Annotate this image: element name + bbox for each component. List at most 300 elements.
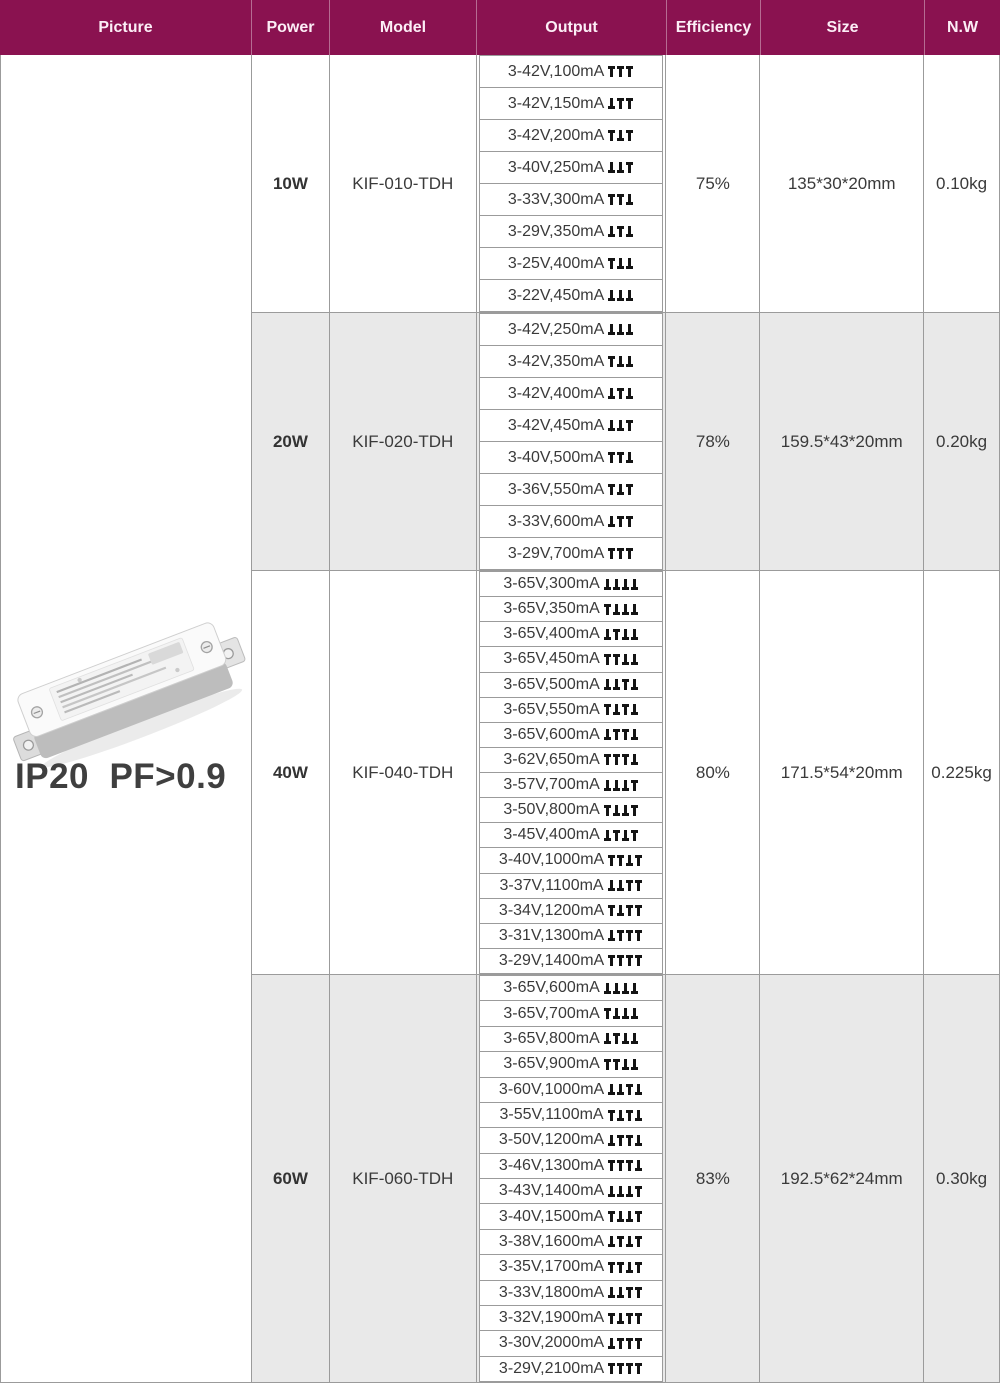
power-cell — [252, 571, 330, 974]
switch-up-icon — [635, 1338, 642, 1349]
switch-down-icon — [635, 1110, 642, 1121]
output-option — [479, 247, 664, 280]
header-cell-efficiency: Efficiency — [667, 0, 761, 55]
switch-down-icon — [631, 1059, 638, 1070]
switch-down-icon — [631, 654, 638, 665]
switch-up-icon — [635, 930, 642, 941]
switch-up-icon — [613, 629, 620, 640]
output-option — [479, 672, 664, 698]
dip-switch-icon — [607, 356, 634, 367]
efficiency-cell: 80% — [666, 571, 760, 974]
switch-down-icon — [626, 356, 633, 367]
switch-down-icon — [604, 729, 611, 740]
dip-switch-icon — [607, 1262, 643, 1273]
output-option — [479, 975, 664, 1001]
switch-up-icon — [626, 548, 633, 559]
switch-down-icon — [626, 290, 633, 301]
switch-up-icon — [626, 516, 633, 527]
switch-up-icon — [635, 1262, 642, 1273]
output-option — [479, 313, 664, 346]
switch-up-icon — [608, 548, 615, 559]
dip-switch-icon — [607, 880, 643, 891]
product-band-40W — [252, 571, 999, 975]
output-value: 3-65V,350mA — [503, 600, 600, 618]
dip-switch-icon — [607, 324, 634, 335]
switch-up-icon — [608, 258, 615, 269]
dip-switch-icon — [607, 548, 634, 559]
dip-switch-icon — [607, 194, 634, 205]
switch-up-icon — [626, 130, 633, 141]
switch-down-icon — [622, 579, 629, 590]
switch-up-icon — [631, 780, 638, 791]
dip-switch-icon — [607, 1313, 643, 1324]
output-option — [479, 377, 664, 410]
switch-down-icon — [608, 880, 615, 891]
output-option — [479, 1203, 664, 1229]
switch-down-icon — [626, 226, 633, 237]
dip-switch-icon — [607, 855, 643, 866]
switch-up-icon — [635, 1363, 642, 1374]
output-option — [479, 571, 664, 597]
switch-up-icon — [617, 194, 624, 205]
output-value: 3-25V,400mA — [507, 254, 605, 272]
switch-down-icon — [622, 1059, 629, 1070]
switch-down-icon — [622, 654, 629, 665]
switch-down-icon — [604, 579, 611, 590]
switch-up-icon — [608, 356, 615, 367]
switch-up-icon — [608, 1211, 615, 1222]
dip-switch-icon — [607, 484, 634, 495]
switch-up-icon — [608, 955, 615, 966]
switch-up-icon — [604, 754, 611, 765]
output-value: 3-62V,650mA — [503, 750, 600, 768]
output-value: 3-42V,250mA — [507, 320, 605, 338]
switch-up-icon — [617, 855, 624, 866]
dip-switch-icon — [603, 983, 639, 994]
switch-down-icon — [617, 484, 624, 495]
output-value: 3-65V,300mA — [503, 575, 600, 593]
switch-down-icon — [626, 388, 633, 399]
output-option — [479, 822, 664, 848]
switch-down-icon — [631, 704, 638, 715]
switch-up-icon — [608, 1160, 615, 1171]
switch-down-icon — [622, 805, 629, 816]
switch-up-icon — [608, 66, 615, 77]
switch-down-icon — [631, 754, 638, 765]
switch-down-icon — [608, 388, 615, 399]
output-option — [479, 1127, 664, 1153]
output-option — [479, 1280, 664, 1306]
switch-down-icon — [626, 194, 633, 205]
table-body — [0, 55, 1000, 1383]
switch-down-icon — [631, 1033, 638, 1044]
switch-up-icon — [626, 162, 633, 173]
switch-up-icon — [608, 130, 615, 141]
output-value: 3-42V,150mA — [507, 94, 605, 112]
switch-up-icon — [622, 679, 629, 690]
switch-up-icon — [617, 548, 624, 559]
dip-switch-icon — [603, 1008, 639, 1019]
switch-up-icon — [617, 226, 624, 237]
header-cell-picture: Picture — [0, 0, 252, 55]
output-list — [477, 571, 667, 974]
output-option — [479, 1229, 664, 1255]
output-list — [477, 55, 667, 312]
switch-up-icon — [604, 604, 611, 615]
dip-switch-icon — [607, 1338, 643, 1349]
switch-down-icon — [617, 1313, 624, 1324]
header-cell-output: Output — [477, 0, 667, 55]
switch-up-icon — [608, 905, 615, 916]
switch-down-icon — [613, 679, 620, 690]
output-value: 3-34V,1200mA — [498, 901, 605, 919]
dip-switch-icon — [607, 130, 634, 141]
switch-up-icon — [626, 1110, 633, 1121]
switch-up-icon — [617, 98, 624, 109]
output-option — [479, 722, 664, 748]
switch-down-icon — [613, 1008, 620, 1019]
switch-down-icon — [626, 258, 633, 269]
switch-up-icon — [617, 1236, 624, 1247]
switch-down-icon — [604, 780, 611, 791]
switch-down-icon — [626, 1186, 633, 1197]
dip-switch-icon — [607, 516, 634, 527]
switch-up-icon — [635, 880, 642, 891]
switch-down-icon — [608, 1287, 615, 1298]
ip-rating-caption: IP20 PF>0.9 — [15, 757, 227, 796]
dip-switch-icon — [607, 905, 643, 916]
output-value: 3-29V,700mA — [507, 544, 605, 562]
output-value: 3-31V,1300mA — [498, 926, 605, 944]
switch-down-icon — [622, 1033, 629, 1044]
switch-down-icon — [604, 629, 611, 640]
switch-up-icon — [608, 1363, 615, 1374]
size-cell: 192.5*62*24mm — [760, 975, 924, 1382]
product-band-10W — [252, 55, 999, 313]
switch-up-icon — [626, 955, 633, 966]
dip-switch-icon — [607, 258, 634, 269]
output-value: 3-57V,700mA — [503, 776, 600, 794]
switch-down-icon — [617, 1110, 624, 1121]
switch-down-icon — [617, 258, 624, 269]
table-body-bands — [252, 55, 999, 1382]
dip-switch-icon — [607, 162, 634, 173]
output-option — [479, 441, 664, 474]
model-cell: KIF-010-TDH — [330, 55, 477, 312]
switch-down-icon — [608, 1186, 615, 1197]
switch-up-icon — [608, 1262, 615, 1273]
switch-down-icon — [626, 1211, 633, 1222]
dip-switch-icon — [607, 1211, 643, 1222]
switch-down-icon — [626, 324, 633, 335]
switch-down-icon — [608, 1135, 615, 1146]
switch-up-icon — [631, 805, 638, 816]
output-option — [479, 1330, 664, 1356]
dip-switch-icon — [603, 629, 639, 640]
output-value: 3-33V,1800mA — [498, 1283, 605, 1301]
power-label: 20W — [272, 431, 308, 451]
switch-down-icon — [622, 983, 629, 994]
switch-up-icon — [617, 388, 624, 399]
switch-down-icon — [626, 1262, 633, 1273]
output-option — [479, 183, 664, 216]
dip-switch-icon — [607, 1110, 643, 1121]
switch-down-icon — [608, 930, 615, 941]
switch-down-icon — [631, 729, 638, 740]
dip-switch-icon — [603, 1059, 639, 1070]
switch-up-icon — [635, 955, 642, 966]
switch-up-icon — [635, 1313, 642, 1324]
output-value: 3-65V,400mA — [503, 625, 600, 643]
output-option — [479, 119, 664, 152]
output-value: 3-29V,2100mA — [498, 1359, 605, 1377]
dip-switch-icon — [607, 98, 634, 109]
model-cell: KIF-040-TDH — [330, 571, 477, 974]
dip-switch-icon — [607, 452, 634, 463]
dip-switch-icon — [607, 1160, 643, 1171]
switch-down-icon — [635, 1160, 642, 1171]
switch-up-icon — [622, 704, 629, 715]
output-option — [479, 1305, 664, 1331]
picture-cell — [1, 55, 252, 1382]
output-option — [479, 697, 664, 723]
switch-down-icon — [608, 98, 615, 109]
model-cell: KIF-060-TDH — [330, 975, 477, 1382]
switch-down-icon — [631, 983, 638, 994]
switch-up-icon — [604, 1059, 611, 1070]
switch-down-icon — [613, 805, 620, 816]
output-value: 3-38V,1600mA — [498, 1232, 605, 1250]
switch-up-icon — [608, 1313, 615, 1324]
output-option — [479, 55, 664, 88]
switch-up-icon — [617, 1338, 624, 1349]
output-value: 3-65V,500mA — [503, 675, 600, 693]
switch-up-icon — [604, 1008, 611, 1019]
switch-up-icon — [617, 452, 624, 463]
model-cell: KIF-020-TDH — [330, 313, 477, 570]
output-value: 3-33V,600mA — [507, 512, 605, 530]
output-value: 3-22V,450mA — [507, 286, 605, 304]
switch-up-icon — [608, 194, 615, 205]
output-value: 3-50V,800mA — [503, 801, 600, 819]
output-option — [479, 797, 664, 823]
dip-switch-icon — [607, 930, 643, 941]
output-value: 3-65V,900mA — [503, 1055, 600, 1073]
switch-down-icon — [622, 1008, 629, 1019]
output-value: 3-33V,300mA — [507, 190, 605, 208]
dip-switch-icon — [607, 1084, 643, 1095]
output-value: 3-40V,500mA — [507, 448, 605, 466]
switch-up-icon — [617, 1135, 624, 1146]
power-label: 10W — [272, 173, 308, 193]
switch-down-icon — [608, 290, 615, 301]
switch-down-icon — [608, 420, 615, 431]
nw-cell: 0.10kg — [936, 173, 988, 193]
output-option — [479, 1153, 664, 1179]
output-option — [479, 1102, 664, 1128]
dip-switch-icon — [603, 654, 639, 665]
switch-down-icon — [626, 452, 633, 463]
switch-down-icon — [613, 579, 620, 590]
switch-up-icon — [626, 1363, 633, 1374]
switch-up-icon — [622, 754, 629, 765]
dip-switch-icon — [607, 66, 634, 77]
output-option — [479, 1178, 664, 1204]
switch-up-icon — [617, 1363, 624, 1374]
switch-up-icon — [626, 880, 633, 891]
switch-down-icon — [617, 1211, 624, 1222]
power-cell — [252, 55, 330, 312]
output-value: 3-65V,700mA — [503, 1004, 600, 1022]
output-value: 3-42V,200mA — [507, 126, 605, 144]
output-value: 3-42V,450mA — [507, 416, 605, 434]
output-option — [479, 473, 664, 506]
switch-down-icon — [608, 1338, 615, 1349]
switch-down-icon — [617, 1287, 624, 1298]
switch-up-icon — [617, 1160, 624, 1171]
dip-switch-icon — [603, 679, 639, 690]
output-value: 3-65V,550mA — [503, 700, 600, 718]
output-option — [479, 505, 664, 538]
dip-switch-icon — [603, 780, 639, 791]
switch-down-icon — [631, 629, 638, 640]
output-option — [479, 923, 664, 949]
switch-down-icon — [613, 983, 620, 994]
output-option — [479, 151, 664, 184]
output-option — [479, 747, 664, 773]
switch-up-icon — [626, 1313, 633, 1324]
switch-up-icon — [613, 1059, 620, 1070]
switch-up-icon — [613, 830, 620, 841]
output-option — [479, 1000, 664, 1026]
switch-up-icon — [613, 654, 620, 665]
switch-up-icon — [626, 66, 633, 77]
switch-up-icon — [626, 905, 633, 916]
output-list — [477, 975, 667, 1382]
switch-down-icon — [622, 780, 629, 791]
switch-down-icon — [608, 226, 615, 237]
switch-down-icon — [604, 830, 611, 841]
output-value: 3-40V,250mA — [507, 158, 605, 176]
switch-down-icon — [613, 604, 620, 615]
output-option — [479, 215, 664, 248]
switch-up-icon — [635, 1287, 642, 1298]
power-cell — [252, 313, 330, 570]
dip-switch-icon — [603, 754, 639, 765]
switch-down-icon — [617, 880, 624, 891]
output-option — [479, 772, 664, 798]
output-value: 3-36V,550mA — [507, 480, 605, 498]
header-cell-model: Model — [330, 0, 477, 55]
switch-down-icon — [613, 704, 620, 715]
product-band-60W — [252, 975, 999, 1382]
dip-switch-icon — [603, 805, 639, 816]
efficiency-cell: 75% — [666, 55, 760, 312]
dip-switch-icon — [603, 704, 639, 715]
switch-down-icon — [608, 162, 615, 173]
switch-down-icon — [617, 905, 624, 916]
output-value: 3-37V,1100mA — [499, 876, 604, 894]
header-cell-size: Size — [761, 0, 925, 55]
output-value: 3-45V,400mA — [503, 826, 600, 844]
switch-down-icon — [608, 1236, 615, 1247]
output-value: 3-29V,1400mA — [498, 951, 605, 969]
output-option — [479, 537, 664, 570]
dip-switch-icon — [607, 1287, 643, 1298]
output-option — [479, 409, 664, 442]
output-option — [479, 646, 664, 672]
switch-up-icon — [631, 830, 638, 841]
switch-up-icon — [613, 754, 620, 765]
output-value: 3-65V,450mA — [503, 650, 600, 668]
output-option — [479, 279, 664, 312]
switch-down-icon — [622, 830, 629, 841]
dip-switch-icon — [607, 1135, 643, 1146]
efficiency-cell: 83% — [666, 975, 760, 1382]
output-value: 3-60V,1000mA — [498, 1080, 605, 1098]
output-value: 3-42V,350mA — [507, 352, 605, 370]
dip-switch-icon — [607, 420, 634, 431]
power-label: 40W — [272, 762, 308, 782]
output-option — [479, 1254, 664, 1280]
output-option — [479, 596, 664, 622]
size-cell: 171.5*54*20mm — [760, 571, 924, 974]
output-value: 3-32V,1900mA — [498, 1309, 605, 1327]
output-value: 3-42V,400mA — [507, 384, 605, 402]
switch-down-icon — [635, 1135, 642, 1146]
dip-switch-icon — [603, 604, 639, 615]
output-option — [479, 1026, 664, 1052]
switch-up-icon — [635, 1236, 642, 1247]
switch-down-icon — [604, 983, 611, 994]
output-value: 3-30V,2000mA — [498, 1334, 605, 1352]
output-value: 3-43V,1400mA — [498, 1182, 605, 1200]
switch-up-icon — [617, 1262, 624, 1273]
switch-up-icon — [626, 1160, 633, 1171]
switch-up-icon — [604, 704, 611, 715]
dip-switch-icon — [603, 1033, 639, 1044]
output-value: 3-65V,600mA — [503, 725, 600, 743]
nw-cell: 0.30kg — [936, 1168, 988, 1188]
header-cell-power: Power — [252, 0, 330, 55]
switch-up-icon — [635, 1211, 642, 1222]
switch-down-icon — [604, 1033, 611, 1044]
output-value: 3-40V,1000mA — [498, 851, 605, 869]
output-value: 3-42V,100mA — [507, 62, 605, 80]
switch-down-icon — [608, 516, 615, 527]
header-cell-nw: N.W — [946, 18, 979, 36]
switch-down-icon — [617, 1186, 624, 1197]
switch-down-icon — [617, 290, 624, 301]
output-value: 3-65V,600mA — [503, 979, 600, 997]
switch-down-icon — [617, 130, 624, 141]
switch-down-icon — [617, 1084, 624, 1095]
switch-up-icon — [613, 729, 620, 740]
dip-switch-icon — [607, 388, 634, 399]
output-value: 3-29V,350mA — [507, 222, 605, 240]
switch-up-icon — [613, 1033, 620, 1044]
switch-down-icon — [617, 162, 624, 173]
output-option — [479, 345, 664, 378]
dip-switch-icon — [607, 226, 634, 237]
power-label: 60W — [272, 1168, 308, 1188]
switch-down-icon — [617, 324, 624, 335]
switch-up-icon — [617, 955, 624, 966]
switch-up-icon — [626, 420, 633, 431]
dip-switch-icon — [607, 955, 643, 966]
output-option — [479, 1051, 664, 1077]
switch-down-icon — [622, 629, 629, 640]
